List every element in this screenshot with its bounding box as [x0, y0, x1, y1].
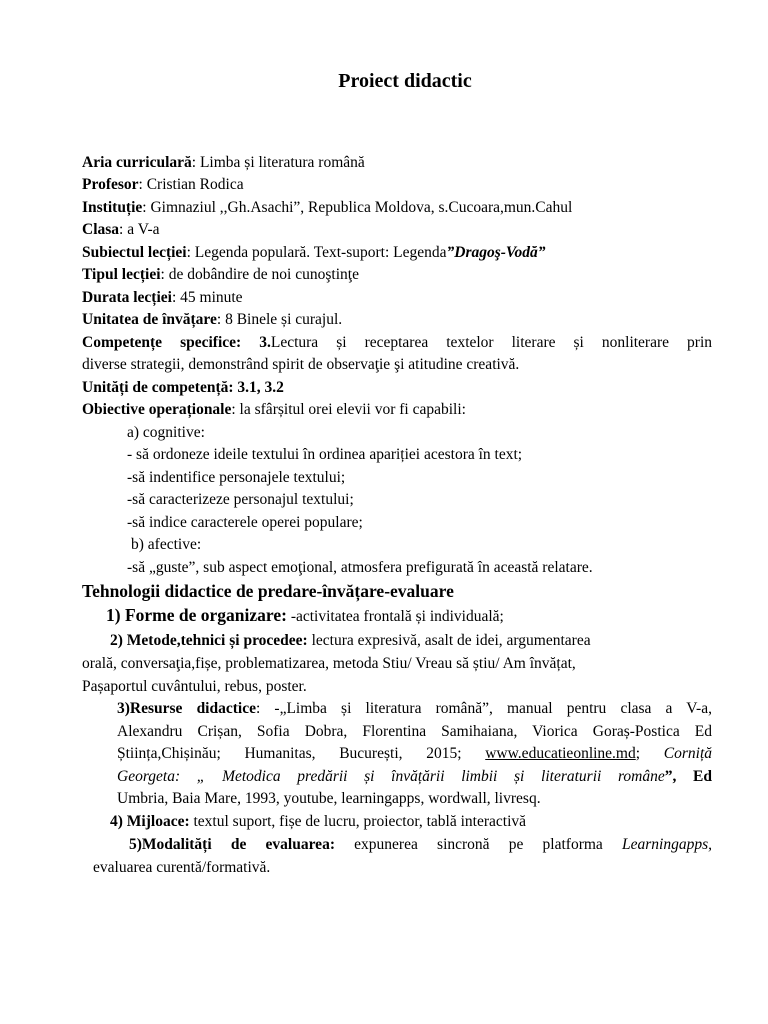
tech-item-metode-cont: orală, conversaţia,fișe, problematizarea, metoda Stiu/ Vreau să știu/ Am învățat,	[82, 655, 576, 672]
objective-heading-affective: b) afective:	[131, 536, 202, 553]
field-label: Instituție	[82, 199, 143, 216]
field-value: : a V-a	[119, 221, 160, 238]
field-label: Durata lecției	[82, 289, 172, 306]
item-label: 3)Resurse didactice	[117, 700, 256, 717]
tech-item-resurse-cont: Umbria, Baia Mare, 1993, youtube, learningapps, wordwall, livresq.	[117, 790, 541, 807]
field-aria	[82, 152, 365, 174]
item-label: 2) Metode,tehnici și procedee:	[110, 632, 308, 649]
field-label: Aria curriculară	[82, 154, 192, 171]
field-institutie	[82, 197, 572, 219]
resource-text: ;	[635, 745, 641, 762]
field-profesor	[82, 174, 244, 196]
field-label: Clasa	[82, 221, 120, 238]
field-value: : la sfârșitul orei elevii vor fi capabili:	[231, 401, 466, 418]
objective-item: - să ordoneze ideile textului în ordinea apariției acestora în text;	[127, 446, 523, 463]
resource-text: ”, Ed	[664, 768, 712, 785]
objective-item: -să caracterizeze personajul textului;	[127, 491, 354, 508]
field-unitatea	[82, 309, 342, 331]
tech-item-resurse	[117, 698, 712, 720]
document-title: Proiect didactic	[338, 70, 472, 92]
item-label: 1) Forme de organizare:	[106, 605, 287, 625]
objective-item: -să „guste”, sub aspect emoţional, atmosfera prefigurată în această relatare.	[127, 559, 593, 576]
tech-item-evaluare-cont: evaluarea curentă/formativă.	[93, 859, 271, 876]
objective-item: -să indentifice personajele textului;	[127, 469, 346, 486]
field-value: : Legenda populară. Text-suport: Legenda	[186, 244, 447, 261]
field-clasa	[82, 219, 160, 241]
item-value: textul suport, fișe de lucru, proiector, tablă interactivă	[189, 813, 527, 830]
field-value: : Cristian Rodica	[138, 176, 244, 193]
field-label: Competențe specifice:	[82, 334, 242, 351]
field-value: : Limba și literatura română	[191, 154, 365, 171]
field-value: : Gimnaziul ,,Gh.Asachi”, Republica Moldova, s.Cucoara,mun.Cahul	[142, 199, 573, 216]
field-value: : 45 minute	[171, 289, 243, 306]
tech-item-forme	[106, 604, 504, 628]
item-label: 5)Modalități de evaluarea:	[129, 836, 335, 853]
field-durata	[82, 287, 243, 309]
field-label: Subiectul lecției	[82, 244, 187, 261]
section-heading: Tehnologii didactice de predare-învățare-evaluare	[82, 581, 454, 601]
resource-text: Știința,Chișinău; Humanitas, București, 2015;	[117, 745, 462, 762]
resource-author: Corniță	[663, 745, 713, 762]
resource-title: Georgeta: „ Metodica predării și învățării limbii și literaturii române	[117, 768, 665, 785]
tech-item-mijloace	[110, 811, 526, 833]
tech-item-resurse-cont: Alexandru Crișan, Sofia Dobra, Florentina Samihaiana, Viorica Goraș-Postica Ed	[117, 723, 712, 740]
tech-item-resurse-cont	[117, 766, 712, 788]
field-number: 3.	[241, 334, 271, 351]
item-emphasis: Learningapps,	[622, 836, 712, 853]
field-label: Obiective operaționale	[82, 401, 232, 418]
field-competente-cont: diverse strategii, demonstrând spirit de observaţie şi atitudine creativă.	[82, 356, 520, 373]
field-label: Unitatea de învățare	[82, 311, 217, 328]
field-label: Tipul lecției	[82, 266, 161, 283]
field-emphasis: ”Dragoş-Vodă”	[446, 244, 546, 261]
item-label: 4) Mijloace:	[110, 813, 190, 830]
tech-item-metode-cont: Pașaportul cuvântului, rebus, poster.	[82, 678, 307, 695]
tech-item-resurse-cont	[117, 743, 712, 765]
resource-link[interactable]: www.educatieonline.md	[485, 745, 636, 762]
field-value: : 8 Binele și curajul.	[216, 311, 343, 328]
field-tipul	[82, 264, 359, 286]
field-obiective	[82, 399, 466, 421]
objective-item: -să indice caracterele operei populare;	[127, 514, 363, 531]
item-value: : -„Limba și literatura română”, manual pentru clasa a V-a,	[255, 700, 712, 717]
field-value: : de dobândire de noi cunoştinţe	[160, 266, 359, 283]
item-value: expunerea sincronă pe platforma	[334, 836, 603, 853]
tech-item-evaluare	[129, 834, 712, 856]
field-unitati: Unități de competență: 3.1, 3.2	[82, 379, 284, 396]
item-value: lectura expresivă, asalt de idei, argumentarea	[307, 632, 591, 649]
field-competente	[82, 332, 712, 354]
field-subiect	[82, 242, 546, 264]
item-value: -activitatea frontală și individuală;	[286, 608, 504, 625]
objective-heading-cognitive: a) cognitive:	[127, 424, 205, 441]
field-value: Lectura și receptarea textelor literare și nonliterare prin	[270, 334, 713, 351]
tech-item-metode	[110, 630, 591, 652]
field-label: Profesor	[82, 176, 139, 193]
